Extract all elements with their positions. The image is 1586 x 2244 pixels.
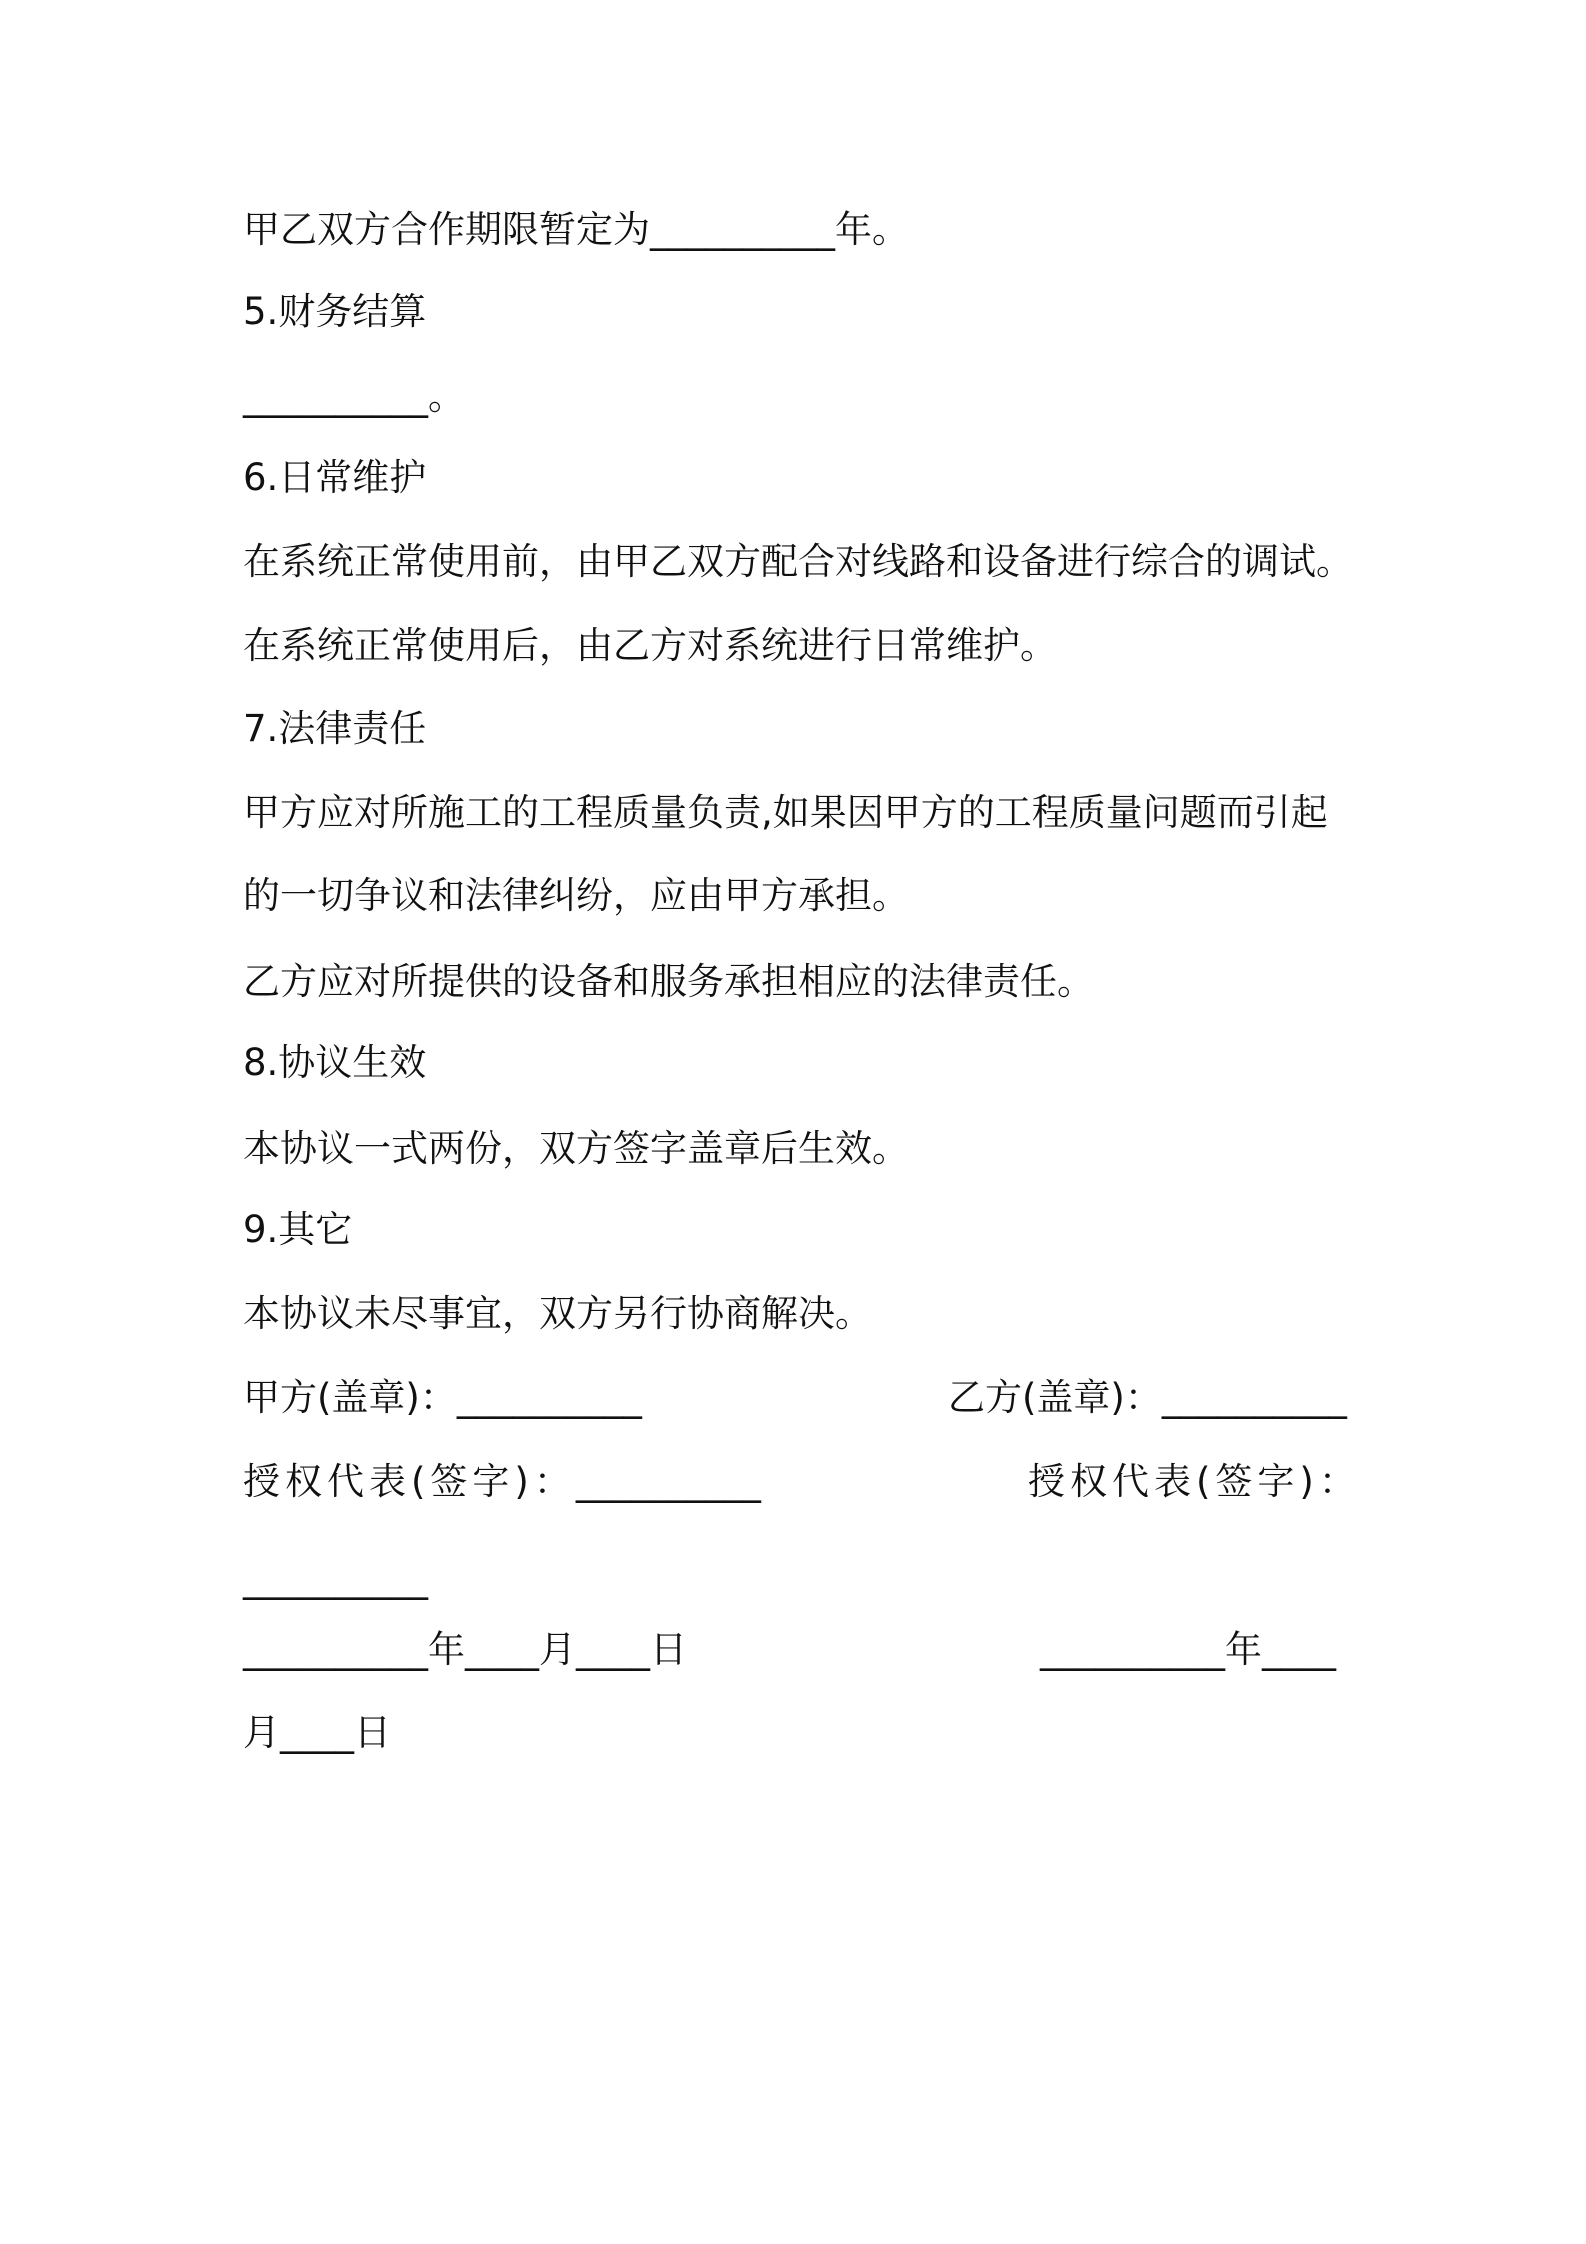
party-a-date-line: __________年____月____日 xyxy=(243,1628,687,1671)
party-b-date-line-part-2: 月____日 xyxy=(243,1711,391,1754)
party-b-representative-label: 授权代表(签字)： xyxy=(1028,1460,1361,1503)
section-8-heading: 8.协议生效 xyxy=(243,1041,427,1084)
party-b-seal-line xyxy=(948,1373,1347,1423)
section-6-line-1: 在系统正常使用前，由甲乙双方配合对线路和设备进行综合的调试。 xyxy=(243,540,1353,583)
section-5-body: __________。 xyxy=(243,375,465,418)
section-9-heading: 9.其它 xyxy=(243,1208,353,1251)
section-7-line-2: 的一切争议和法律纠纷，应由甲方承担。 xyxy=(243,874,909,917)
section-7-heading: 7.法律责任 xyxy=(243,707,427,750)
party-b-representative-line xyxy=(1028,1457,1361,1507)
party-a-seal-label: 甲方(盖章)： xyxy=(243,1376,457,1419)
section-6-heading: 6.日常维护 xyxy=(243,456,427,499)
party-a-seal-line xyxy=(243,1373,642,1423)
section-7-line-3: 乙方应对所提供的设备和服务承担相应的法律责任。 xyxy=(243,960,1094,1003)
section-7-line-1: 甲方应对所施工的工程质量负责,如果因甲方的工程质量问题而引起 xyxy=(243,791,1328,834)
party-a-representative-line xyxy=(243,1457,761,1507)
party-b-seal-label: 乙方(盖章)： xyxy=(948,1376,1162,1419)
section-9-body: 本协议未尽事宜，双方另行协商解决。 xyxy=(243,1292,872,1335)
section-8-body: 本协议一式两份，双方签字盖章后生效。 xyxy=(243,1127,909,1170)
party-b-date-line-part-1: __________年____ xyxy=(1040,1628,1336,1671)
party-b-representative-blank: __________ xyxy=(243,1557,428,1600)
section-5-heading: 5.财务结算 xyxy=(243,290,427,333)
party-b-seal-blank: __________ xyxy=(1161,1376,1347,1419)
section-6-line-2: 在系统正常使用后，由乙方对系统进行日常维护。 xyxy=(243,624,1057,667)
party-a-representative-label: 授权代表(签字)： xyxy=(243,1460,576,1503)
party-a-representative-blank: __________ xyxy=(575,1460,761,1503)
party-a-seal-blank: __________ xyxy=(456,1376,642,1419)
cooperation-term-line: 甲乙双方合作期限暂定为__________年。 xyxy=(243,208,909,251)
